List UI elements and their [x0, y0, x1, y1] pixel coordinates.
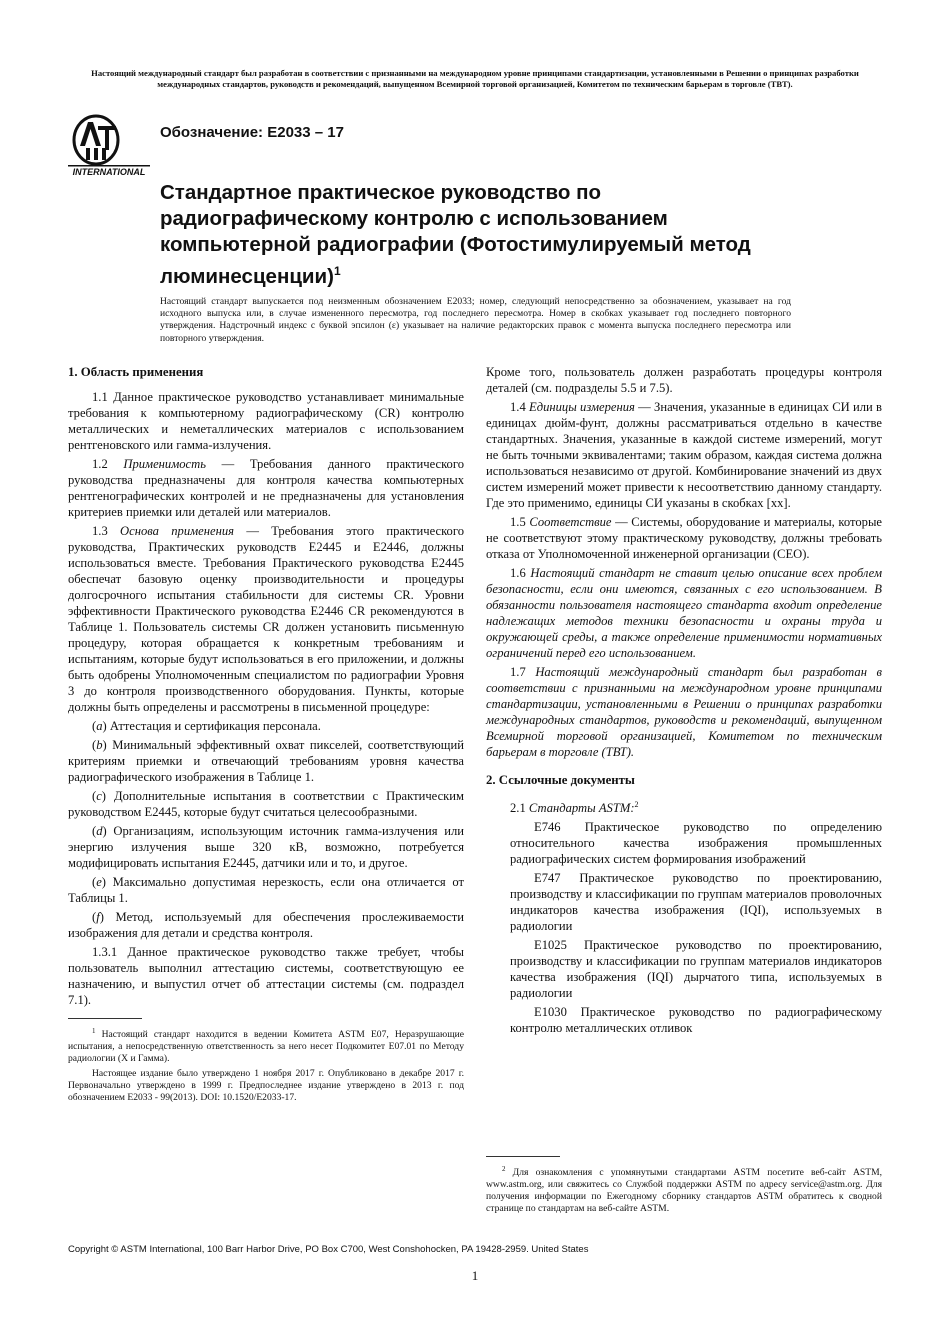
standard-note: Настоящий стандарт выпускается под неизменным обозначением E2033; номер, следующий непосредственно за обозначением, указывает на год исходного выпуска или, в случае измененного пересмотра, год последнего пересмотра. Номер в скобках указывает год последнего повторного утверждения. Надстрочный индекс с буквой эпсилон (ε) указывает на наличие редакторских правок с момента выпуска последнего пересмотра или повторного утверждения. [160, 296, 791, 344]
para-1-3-1: 1.3.1 Данное практическое руководство также требует, чтобы пользователь выполнил аттестацию системы, соответствующую ее назначению, и выпустил отчет об аттестации системы (см. подраздел 7.1). [68, 945, 464, 1007]
para-1-1: 1.1 Данное практическое руководство устанавливает минимальные требования к компьютерному радиографическому (CR) контролю металлических и неметаллических материалов с использованием рентгеновского или гамма-излучения. [68, 390, 464, 452]
footnote-1: $^1$ Настоящий стандарт находится в ведении Комитета ASTM E07, Неразрушающие испытания, а непосредственную ответственность за него несет Подкомитет E07.01 по Методу радиологии (X и Гамма). [68, 1027, 464, 1065]
para-1-6: 1.6 Настоящий стандарт не ставит целью описание всех проблем безопасности, если они имеются, связанных с его использованием. В обязанности пользователя настоящего стандарта входит определение надлежащих методов техники безопасности и охраны труда и окружающей среды, а также определение применимости нормативных ограничений перед его использованием. [486, 566, 882, 660]
logo-text: INTERNATIONAL [72, 167, 146, 177]
title-footnote-ref: 1 [333, 264, 341, 278]
list-item-b: (b) Минимальный эффективный охват пикселей, соответствующий критериям приемки и отвечающий требованиям уровня качества радиографического изображения в Таблице 1. [68, 738, 464, 784]
footnote-2: $^2$ Для ознакомления с упомянутыми стандартами ASTM посетите веб-сайт ASTM, www.astm.org, или свяжитесь со Службой поддержки ASTM по адресу service@astm.org. Для получения информации по Ежегодному сборнику стандартов ASTM обратитесь к сводной странице по стандартам на веб-сайте ASTM. [486, 1165, 882, 1215]
section1-heading: 1. Область применения [68, 365, 204, 379]
left-column [68, 364, 464, 1107]
list-item-d: (d) Организациям, использующим источник гамма-излучения или энергию излучения выше 320 кВ, возможно, потребуется модифицировать испытания E2445, датчики или и то, и другое. [68, 824, 464, 870]
para-1-7: 1.7 Настоящий международный стандарт был разработан в соответствии с признанными на международном уровне принципами стандартизации, установленными в Решении о принципах разработки международных стандартов, руководств и рекомендаций, выпущенном Всемирной торговой организацией, Комитетом по техническим барьерам в торговле (ТВТ). [486, 665, 882, 759]
reference-item: E1025 Практическое руководство по проектированию, производству и классификации по группам материалов индикаторов качества изображения (IQI) дырчатого типа, используемых в радиологии [510, 938, 882, 1001]
list-item-e: (e) Максимально допустимая нерезкость, если она отличается от Таблицы 1. [68, 875, 464, 905]
document-title [160, 180, 800, 290]
copyright: Copyright © ASTM International, 100 Barr Harbor Drive, PO Box C700, West Conshohocken, PA 19428-2959. United States [68, 1244, 589, 1255]
para-2-1: 2.1 Стандарты ASTM:$^2$ [510, 800, 639, 816]
list-item-f: (f) Метод, используемый для обеспечения прослеживаемости изображения для детали и средства контроля. [68, 910, 464, 940]
list-item-a: (a) Аттестация и сертификация персонала. [92, 719, 321, 733]
footnote-1-approval: Настоящее издание было утверждено 1 ноября 2017 г. Опубликовано в декабре 2017 г. Первоначально утверждено в 1999 г. Предпоследнее издание утверждено в 2013 г. под обозначением E2033 - 99(2013). DOI: 10.1520/E2033-17. [68, 1068, 464, 1104]
list-item-c: (c) Дополнительные испытания в соответствии с Практическим руководством E2445, которые будут считаться целесообразными. [68, 789, 464, 819]
reference-item: E746 Практическое руководство по определению относительного качества изображения промышленных радиографических систем формирования изображений [510, 820, 882, 867]
reference-item: E747 Практическое руководство по проектированию, производству и классификации по группам материалов проволочных индикаторов качества изображения (IQI), используемых в радиологии [510, 871, 882, 934]
page-number: 1 [471, 1268, 479, 1283]
footnote-divider [486, 1156, 560, 1157]
right-column [486, 364, 882, 1039]
reference-item: E1030 Практическое руководство по радиографическому контролю металлических отливок [510, 1005, 882, 1036]
top-notice: Настоящий международный стандарт был разработан в соответствии с признанными на международном уровне принципами стандартизации, установленными в Решении о принципах разработки международных стандартов, руководств и рекомендаций, выпущенном Всемирной торговой организацией, Комитетом по техническим барьерам в торговле (ТВТ). [91, 68, 859, 89]
astm-logo [66, 112, 152, 178]
right-footnotes [486, 1156, 882, 1217]
para-1-3-1-continued: Кроме того, пользователь должен разработать процедуры контроля деталей (см. подразделы 5.5 и 7.5). [486, 365, 882, 395]
para-1-3: 1.3 Основа применения — Требования этого практического руководства, Практических руководств E2445 и E2446, должны использоваться вместе. Требования Практического руководства E2445 обеспечат базовую оценку производительности и процедуры долгосрочного испытания стабильности для системы CR. Уровни эффективности Практического руководства E2446 CR рекомендуются в Таблице 1. Пользователь системы CR должен установить письменную процедуру, которая обращается к конкретным требованиям и испытаниям, которые будут использоваться в его приложении, и должны быть одобрены Уполномоченным специалистом по радиографии Уровня 3 до контроля производственного оборудования. Пункты, которые должны быть определены и рассмотрены в письменной процедуре: [68, 524, 465, 714]
title-text: Стандартное практическое руководство по радиографическому контролю с использованием компьютерной радиографии (Фотостимулируемый метод люминесценции) [160, 181, 751, 288]
para-1-4: 1.4 Единицы измерения — Значения, указанные в единицах СИ или в единицах дюйм-фунт, должны рассматриваться отдельно в качестве стандартных. Значения, указанные в каждой системе измерений, могут не быть точными эквивалентами; таким образом, каждая система должна использоваться независимо от другой. Комбинирование значений из двух систем измерений может привести к несоответствию данному стандарту. Где это применимо, единицы СИ указаны в скобках [xx]. [486, 400, 882, 510]
footnote-divider [68, 1018, 142, 1019]
para-1-5: 1.5 Соответствие — Системы, оборудование и материалы, которые не соответствуют этому практическому руководству, должны требовать отказа от Уполномоченной инженерной организации (CEO). [486, 515, 882, 561]
section2-heading: 2. Ссылочные документы [486, 773, 635, 787]
para-1-2: 1.2 Применимость — Требования данного практического руководства предназначены для контроля качества компьютерных рентгенографических контролей и не предназначены для установления критериев приемки или деталей или материалов. [68, 457, 464, 519]
reference-list [486, 819, 882, 1036]
designation: Обозначение: E2033 – 17 [160, 124, 344, 141]
